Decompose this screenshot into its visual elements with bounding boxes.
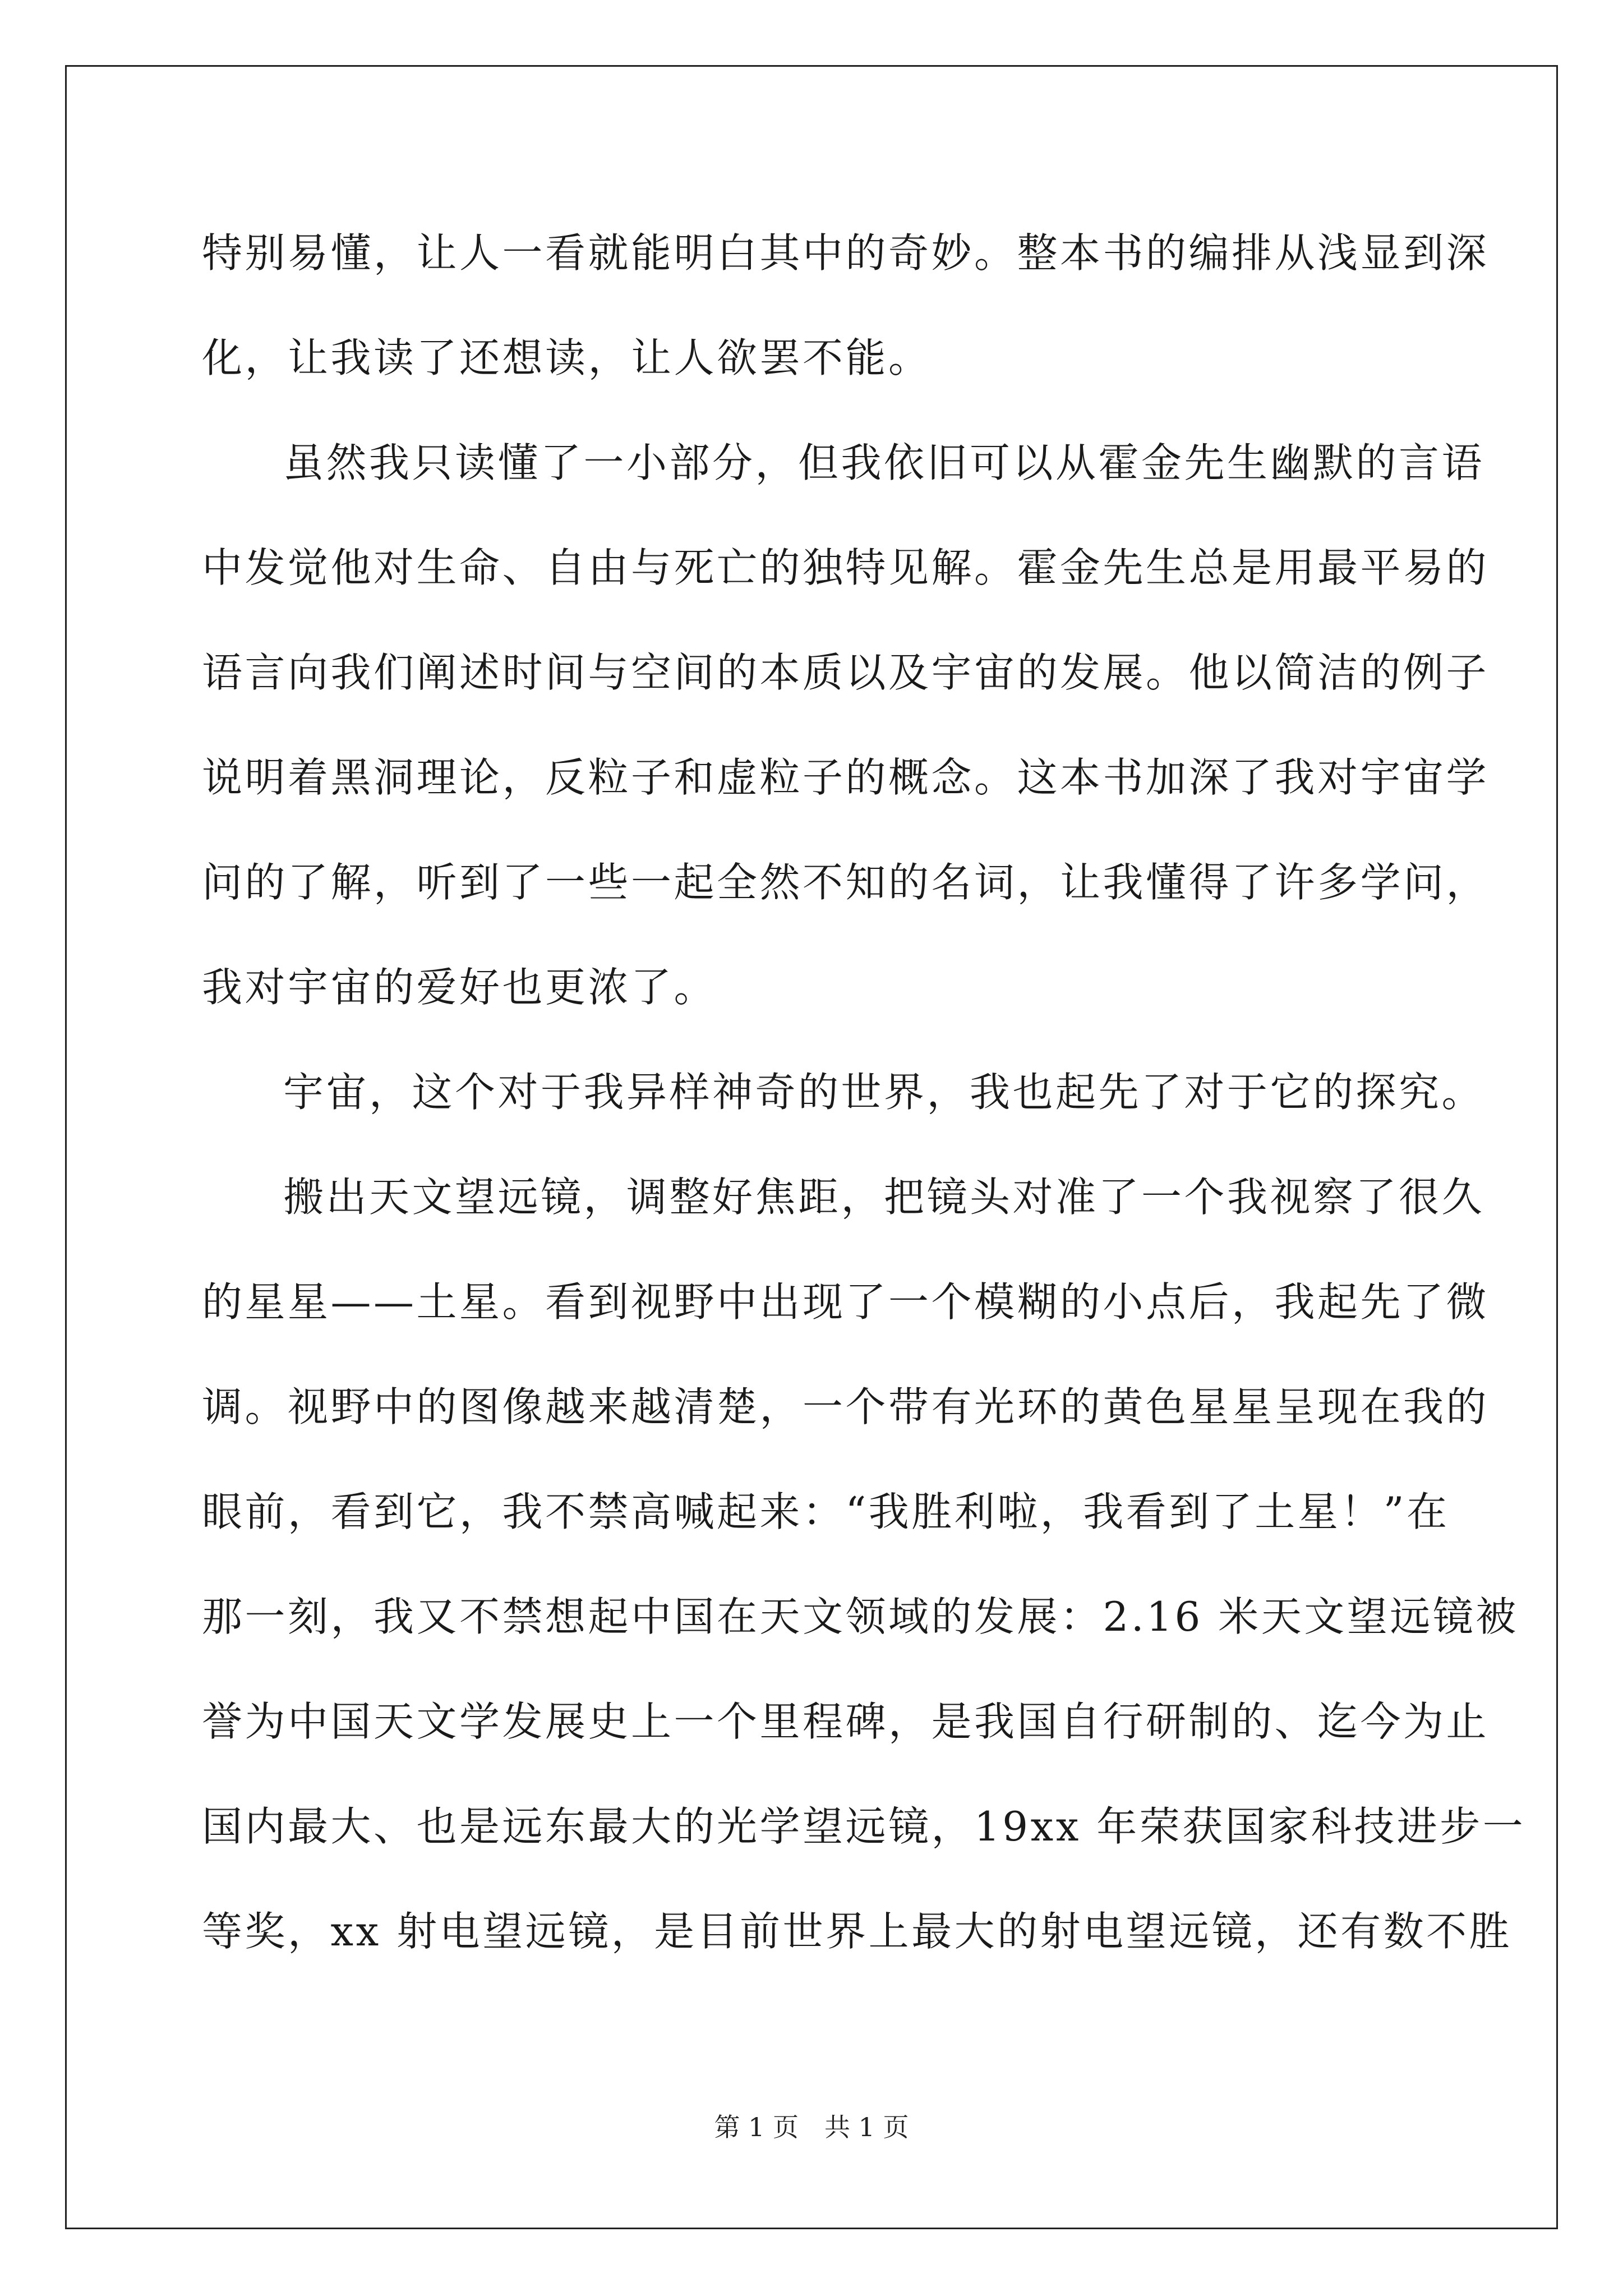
page-number-footer: 第 1 页 共 1 页 — [714, 2112, 909, 2142]
text-line: 中发觉他对生命、自由与死亡的独特见解。霍金先生总是用最平易的 — [202, 544, 1490, 591]
text-line: 的星星——土星。看到视野中出现了一个模糊的小点后，我起先了微 — [202, 1278, 1490, 1326]
text-line: 问的了解，听到了一些一起全然不知的名词，让我懂得了许多学问， — [202, 859, 1490, 906]
text-line: 调。视野中的图像越来越清楚，一个带有光环的黄色星星呈现在我的 — [202, 1383, 1490, 1430]
text-line: 语言向我们阐述时间与空间的本质以及宇宙的发展。他以简洁的例子 — [202, 649, 1490, 696]
text-line: 誉为中国天文学发展史上一个里程碑，是我国自行研制的、迄今为止 — [202, 1698, 1490, 1745]
text-line: 国内最大、也是远东最大的光学望远镜，19xx 年荣获国家科技进步一 — [202, 1803, 1526, 1850]
text-line: 搬出天文望远镜，调整好焦距，把镜头对准了一个我视察了很久 — [283, 1174, 1485, 1221]
text-line: 虽然我只读懂了一小部分，但我依旧可以从霍金先生幽默的言语 — [283, 439, 1485, 486]
text-line: 说明着黑洞理论，反粒子和虚粒子的概念。这本书加深了我对宇宙学 — [202, 754, 1490, 801]
document-body — [202, 216, 1526, 1999]
text-line: 等奖，xx 射电望远镜，是目前世界上最大的射电望远镜，还有数不胜 — [202, 1908, 1513, 1955]
text-line: 我对宇宙的爱好也更浓了。 — [202, 964, 717, 1011]
text-line: 宇宙，这个对于我异样神奇的世界，我也起先了对于它的探究。 — [283, 1069, 1485, 1116]
text-line: 特别易懂，让人一看就能明白其中的奇妙。整本书的编排从浅显到深 — [202, 229, 1490, 277]
text-line: 化，让我读了还想读，让人欲罢不能。 — [202, 334, 932, 381]
text-line: 眼前，看到它，我不禁高喊起来：“我胜利啦，我看到了土星！”在 — [202, 1488, 1450, 1535]
text-line: 那一刻，我又不禁想起中国在天文领域的发展：2.16 米天文望远镜被 — [202, 1593, 1519, 1640]
